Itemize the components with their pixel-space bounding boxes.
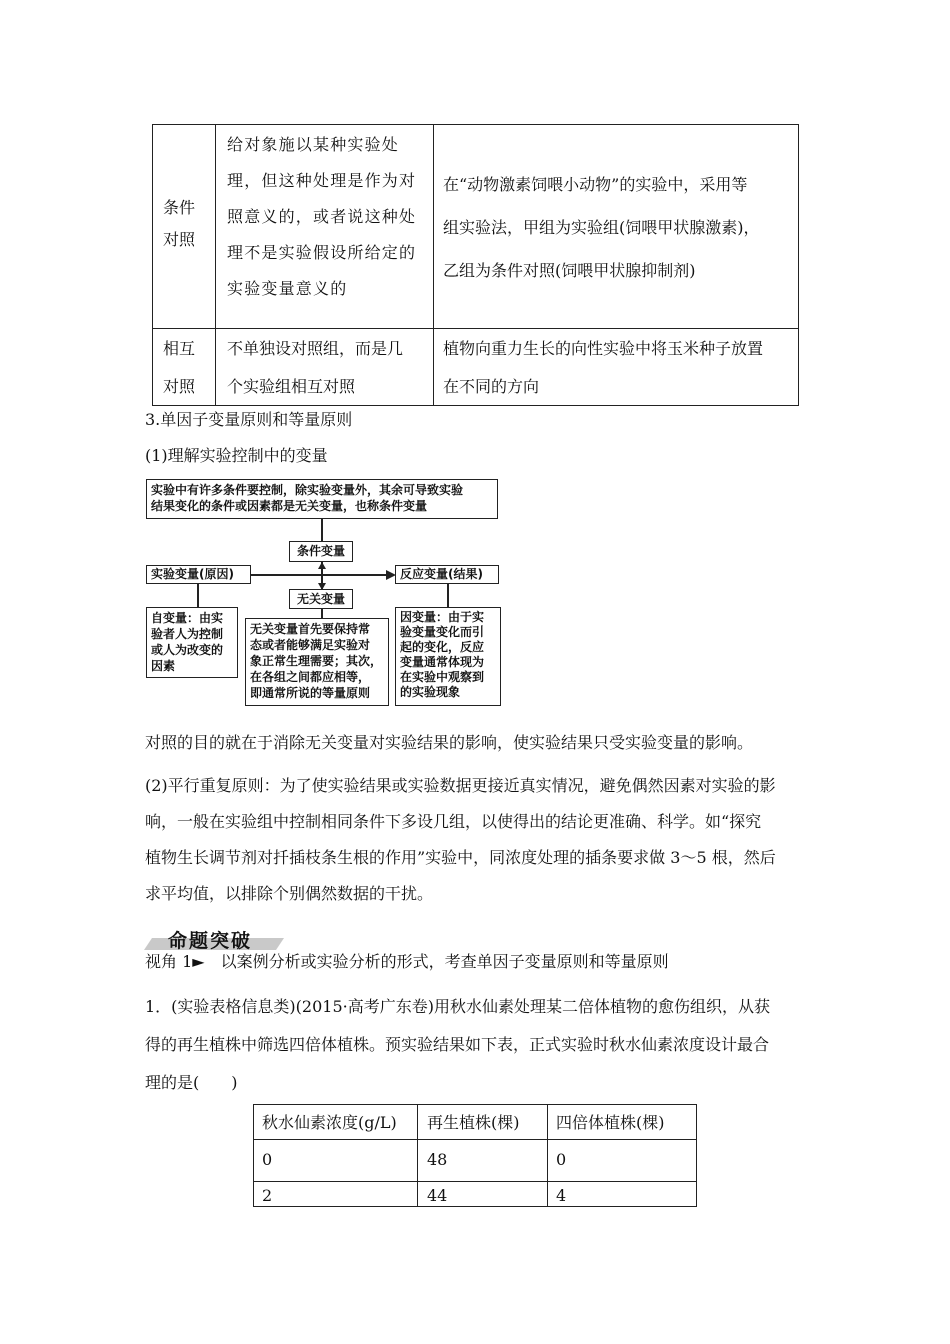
subsection-title: (1)理解实验控制中的变量 bbox=[145, 446, 328, 465]
table-cell: 0 bbox=[556, 1150, 567, 1169]
connector-line bbox=[321, 609, 323, 618]
row-label: 条件 对照 bbox=[163, 198, 196, 249]
double-arrow-icon bbox=[316, 562, 328, 590]
experiment-variable-box: 实验变量(原因) bbox=[146, 565, 251, 584]
table-divider bbox=[254, 1181, 696, 1182]
table-divider bbox=[254, 1139, 696, 1140]
view-angle-line: 视角 1► 以案例分析或实验分析的形式，考查单因子变量原则和等量原则 bbox=[145, 952, 669, 971]
table-header: 四倍体植株(棵) bbox=[556, 1113, 665, 1132]
connector-line bbox=[447, 584, 449, 607]
table-cell: 2 bbox=[262, 1186, 273, 1205]
purpose-paragraph: 对照的目的就在于消除无关变量对实验结果的影响，使实验结果只受实验变量的影响。 bbox=[145, 733, 754, 752]
question-text: 1．(实验表格信息类)(2015·高考广东卷)用秋水仙素处理某二倍体植物的愈伤组织，从获 得的再生植株中筛选四倍体植株。预实验结果如下表，正式实验时秋水仙素浓度设计最合 理的是( ) bbox=[145, 997, 770, 1092]
independent-variable-box: 自变量：由实 验者人为控制 或人为改变的 因素 bbox=[146, 607, 238, 678]
condition-variable-box: 条件变量 bbox=[289, 541, 353, 562]
dependent-variable-box: 因变量：由于实 验变量变化而引 起的变化，反应 变量通常体现为 在实验中观察到 的实验现象 bbox=[395, 607, 501, 706]
comparison-table bbox=[152, 124, 799, 406]
response-variable-box: 反应变量(结果) bbox=[395, 565, 499, 584]
section-title: 3.单因子变量原则和等量原则 bbox=[145, 410, 353, 429]
table-divider bbox=[417, 1105, 418, 1206]
section-heading bbox=[144, 928, 280, 950]
diagram-top-box: 实验中有许多条件要控制，除实验变量外，其余可导致实验 结果变化的条件或因素都是无关变量，也称条件变量 bbox=[146, 479, 498, 519]
table-header: 秋水仙素浓度(g/L) bbox=[262, 1113, 397, 1132]
connector-line bbox=[321, 519, 323, 541]
row-example: 在“动物激素饲喂小动物”的实验中，采用等 组实验法，甲组为实验组(饲喂甲状腺激素)， 乙组为条件对照(饲喂甲状腺抑制剂) bbox=[443, 175, 760, 280]
row-label: 相互 对照 bbox=[163, 339, 196, 396]
table-cell: 44 bbox=[427, 1186, 448, 1205]
data-table bbox=[253, 1104, 697, 1207]
table-cell: 0 bbox=[262, 1150, 273, 1169]
table-divider bbox=[433, 125, 434, 405]
row-example: 植物向重力生长的向性实验中将玉米种子放置 在不同的方向 bbox=[443, 339, 764, 396]
table-cell: 4 bbox=[556, 1186, 567, 1205]
parallel-repeat-paragraph: (2)平行重复原则：为了使实验结果或实验数据更接近真实情况，避免偶然因素对实验的影 响，一般在实验组中控制相同条件下多设几组，以使得出的结论更准确、科学。如“探究 植物生长调节剂对扦插枝条生根的作用”实验中，同浓度处理的插条要求做 3～5 根，然后 求平均值，以排除个别偶然数据的干扰。 bbox=[145, 776, 776, 903]
table-divider bbox=[215, 125, 216, 405]
table-divider bbox=[547, 1105, 548, 1206]
irrelevant-description-box: 无关变量首先要保持常 态或者能够满足实验对 象正常生理需要；其次， 在各组之间都应相等， 即通常所说的等量原则 bbox=[245, 618, 389, 706]
table-cell: 48 bbox=[427, 1150, 448, 1169]
table-header: 再生植株(棵) bbox=[427, 1113, 520, 1132]
row-definition: 给对象施以某种实验处 理，但这种处理是作为对 照意义的，或者说这种处 理不是实验假设所给定的 实验变量意义的 bbox=[227, 135, 417, 298]
connector-line bbox=[197, 584, 199, 607]
connector-line bbox=[251, 574, 389, 576]
section-heading-text: 命题突破 bbox=[168, 930, 253, 952]
row-definition: 不单独设对照组，而是几 个实验组相互对照 bbox=[227, 339, 404, 396]
irrelevant-variable-box: 无关变量 bbox=[289, 589, 353, 609]
table-divider bbox=[153, 328, 798, 329]
